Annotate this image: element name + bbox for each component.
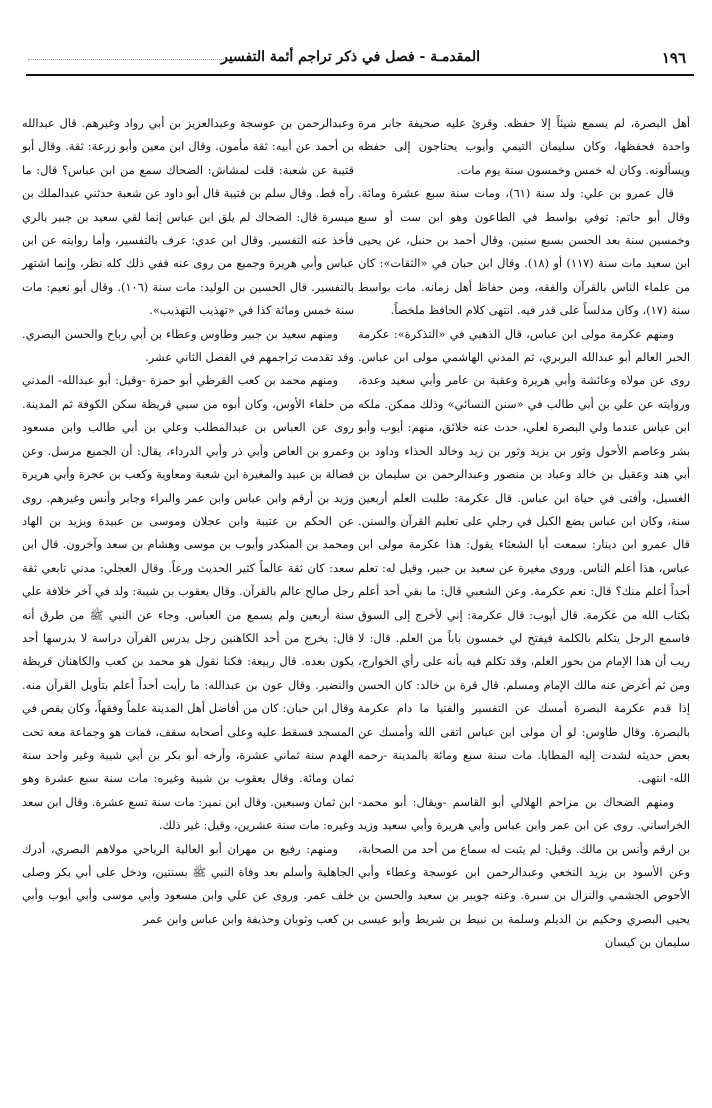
left-text-column bbox=[22, 112, 354, 931]
page-number: ١٩٦ bbox=[661, 49, 686, 67]
running-title: المقدمـة - فصل في ذكر تراجم أئمة التفسير bbox=[221, 49, 480, 65]
paragraph: ومنهم الضحاك بن مزاحم الهلالي أبو القاسم -ويقال: أبو محمد- الخراساني. روى عن ابن عمر وابن عباس وأبي هريرة وأبي سعيد وزيد بن ارقم وأنس بن مالك. وقيل: لم يثبت له سماع من أحد من الصحابة، وعن الأسود بن يزيد النخعي وعبدالرحمن ابن عوسجة وعطاء وأبي الأحوص الجشمي والنزال بن سبرة. وعنه جويبر بن سعيد والحسن بن يحيى البصري وحكيم بن الديلم وسلمة بن نبيط بن شريط وأبو عيسى سليمان بن كيسان bbox=[358, 794, 690, 950]
paragraph: ومنهم محمد بن كعب القرظي أبو حمزة -وقيل: أبو عبدالله- المدني من حلفاء الأوس، وكان أبوه من سبي قريظة سكن الكوفة ثم المدينة. روى عن العباس بن عبدالمطلب وعلي بن أبي طالب وابن مسعود وعمرو بن العاص وأبي ذر وأبي الدرداء، يقال: أن الجميع مرسل. وعن فضالة بن عبيد والمغيرة ابن شعبة ومعاوية وكعب بن عجرة وأبي هريرة وزيد بن أرقم وابن عباس وابن عمر والبراء وجابر وأنس وغيرهم. روى عن الحكم بن عتيبة وابن عجلان وموسى بن عبيدة ويزيد بن الهاد ومحمد بن المنكدر وأيوب بن موسى وهشام بن سعد وآخرون. قال ابن سعد: كان ثقة عالماً كثير الحديث ورعاً. وقال العجلي: مدني تابعي ثقة رجل صالح عالم بالقرآن. وقال يعقوب بن شيبة: ولد في آخر خلافة علي سنة أربعين ولم يسمع من العباس. وجاء عن النبي ﷺ من طرق أنه قال: يخرج من أحد الكاهنين رجل يدرس القرآن دراسة لا يدرسها أحد يكون بعده. قال ربيعة: فكنا نقول هو محمد بن كعب والكاهنان قريظة والنضير. وقال عون بن عبدالله: ما رأيت أحداً أعلم بتأويل القرآن منه. وقال ابن حبان: كان من أفاضل أهل المدينة علماً وفقهاً، وكان يقص في المسجد فسقط عليه وعلى أصحابه سقف، فمات هو وجماعة معه تحت الهدم سنة ثماني عشرة، وأرخه أبو بكر بن أبي شيبة وغير واحد سنة ثمان ومائة. وقال يعقوب بن شيبة وغيره: مات سنة سبع عشرة وهو ابن ثمان وسبعين. وقال ابن نمير: مات سنة تسع عشرة. وقال ابن سعد وغيره: مات سنة عشرين، وقيل: غير ذلك. bbox=[22, 373, 354, 833]
paragraph: ومنهم سعيد بن جبير وطاوس وعطاء بن أبي رباح والحسن البصري. وقد تقدمت تراجمهم في الفصل الثاني عشر. bbox=[22, 326, 354, 365]
paragraph: أهل البصرة، لم يسمع شيئاً إلا حفظه. وقرئ عليه صحيفة جابر مرة واحدة فحفظها، وكان سليمان التيمي وأيوب يحتاجون إلى حفظه ويسألونه. وكان له خمس وخمسون سنة يوم مات. bbox=[358, 116, 690, 177]
paragraph: ومنهم: رفيع بن مهران أبو العالية الرياحي مولاهم البصري، أدرك الجاهلية وأسلم بعد وفاة النبي ﷺ بسنتين، ودخل على أبي بكر وصلى خلف عمر. وروى عن علي وابن مسعود وأبي موسى وأبي أيوب وأبي بن كعب وثوبان وحذيفة وابن عباس وابن عمر bbox=[22, 841, 354, 926]
paragraph: وعبدالرحمن بن عوسجة وعبدالعزيز بن أبي رواد وغيرهم. قال عبدالله بن أحمد عن أبيه: ثقة مأمون. وقال ابن معين وأبو زرعة: ثقة. وقال أبو قتيبة عن شعبة: قلت لمشاش: الضحاك سمع من ابن عباس؟ قال: ما رآه قط. وقال سلم بن قتيبة قال أبو داود عن شعبة حدثني عبدالملك بن ميسرة قال: الضحاك لم يلق ابن عباس إنما لقي سعيد بن جبير بالري فأخذ عنه التفسير. وقال ابن عدي: عرف بالتفسير، وأما روايته عن ابن عباس وأبي هريرة وجميع من روى عنه ففي ذلك كله نظر، وإنما اشتهر بالتفسير. قال الحسين بن الوليد: مات سنة (١٠٦). وقال أبو نعيم: مات سنة خمس ومائة كذا في «تهذيب التهذيب». bbox=[22, 116, 354, 318]
header-leader-line bbox=[28, 59, 224, 60]
paragraph: ومنهم عكرمة مولى ابن عباس، قال الذهبي في «التذكرة»: عكرمة الحبر العالم أبو عبدالله البربري، ثم المدني الهاشمي مولى ابن عباس. روى عن مولاه وعائشة وأبي هريرة وعقبة بن عامر وأبي سعيد وعدة، وروايته عن علي بن أبي طالب في «سنن النسائي» وذلك ممكن. ملكه ابن عباس عندما ولي البصرة لعلي، حدث عنه خلائق، منهم: أيوب وأبو بشر وعاصم الأحول وثور بن يزيد وثور بن زيد وخالد الحذاء وداود بن أبي هند وعقيل بن خالد وعباد بن منصور وعبدالرحمن بن سليمان بن الغسيل، وأفتى في حياة ابن عباس. قال عكرمة: طلبت العلم أربعين سنة، وكان ابن عباس يضع الكبل في رجلي على تعليم القرآن والسنن. قال عمرو ابن دينار: سمعت أبا الشعثاء يقول: هذا عكرمة مولى ابن عباس، هذا أعلم الناس. وروى مغيرة عن سعيد بن جبير، وقيل له: تعلم أحداً أعلم منك؟ قال: نعم عكرمة. وعن الشعبي قال: ما بقي أحد أعلم بكتاب الله من عكرمة. قال أيوب: قال عكرمة: إني لأخرج إلى السوق فاسمع الرجل يتكلم بالكلمة فيفتح لي خمسون باباً من العلم. قال: لا ريب أن هذا الإمام من بحور العلم، وقد تكلم فيه بأنه على رأي الخوارج، ومن ثم أعرض عنه مالك الإمام ومسلم. قال قرة بن خالد: كان الحسن إذا قدم عكرمة البصرة أمسك عن التفسير والفتيا ما دام عكرمة بالبصرة. وقال طاوس: لو أن مولى ابن عباس اتقى الله وأمسك عن بعض حديثه لشدت إليه المطايا. مات سنة سبع ومائة بالمدينة -رحمه الله- انتهى. bbox=[358, 326, 690, 786]
right-text-column bbox=[358, 112, 690, 955]
page-header bbox=[26, 40, 694, 76]
paragraph: قال عمرو بن علي: ولد سنة (٦١)، ومات سنة سبع عشرة ومائة. وقال أبو حاتم: توفي بواسط في الطاعون وهو ابن ست أو سبع وخمسين سنة بعد الحسن بسبع سنين. وقال أحمد بن حنبل، عن يحيى ابن سعيد مات سنة (١١٧) أو (١٨). وقال ابن حبان في «الثقات»: كان من علماء الناس بالقرآن والفقه، ومن حفاظ أهل زمانه. مات بواسط سنة (١٧)، وكان مدلساً على قدر فيه. انتهى كلام الحافظ ملخصاً. bbox=[358, 186, 690, 318]
